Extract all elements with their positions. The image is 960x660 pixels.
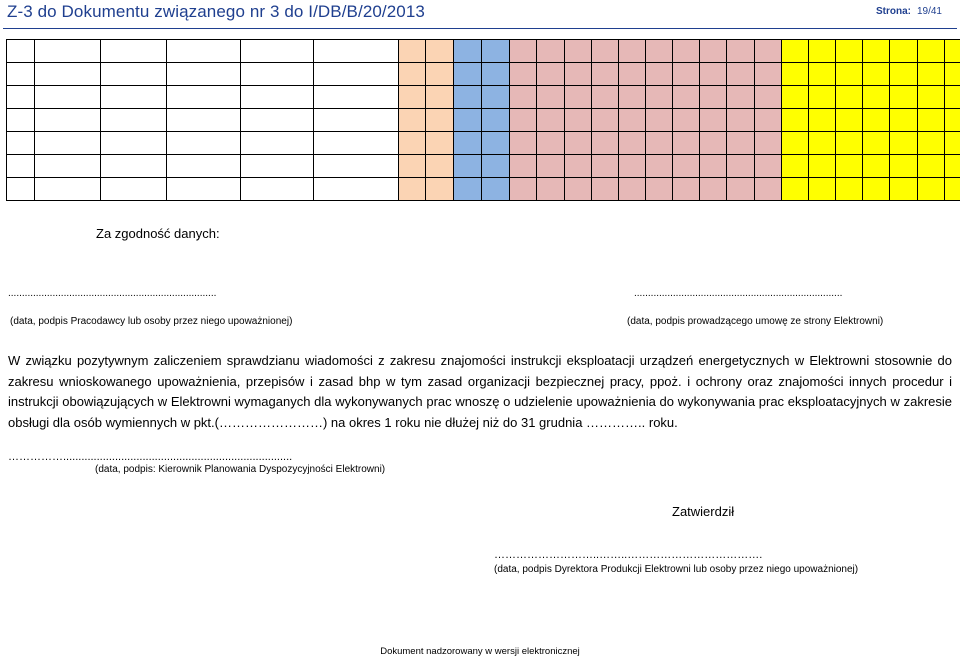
grid-cell — [619, 109, 646, 132]
grid-cell — [945, 63, 960, 86]
grid-cell — [537, 178, 565, 201]
grid-cell — [510, 63, 537, 86]
grid-cell — [755, 155, 782, 178]
grid-cell — [35, 178, 101, 201]
grid-cell — [619, 40, 646, 63]
grid-cell — [945, 178, 960, 201]
grid-cell — [727, 132, 755, 155]
grid-cell — [782, 63, 809, 86]
grid-cell — [314, 178, 399, 201]
grid-cell — [727, 155, 755, 178]
document-title: Z-3 do Dokumentu związanego nr 3 do I/DB/B/20/2013 — [7, 2, 425, 21]
grid-cell — [482, 63, 510, 86]
grid-cell — [241, 40, 314, 63]
grid-cell — [592, 109, 619, 132]
grid-cell — [241, 155, 314, 178]
grid-cell — [314, 86, 399, 109]
grid-cell — [727, 178, 755, 201]
grid-cell — [918, 132, 945, 155]
grid-cell — [755, 40, 782, 63]
grid-cell — [700, 63, 727, 86]
approval-label: Zatwierdził — [672, 504, 735, 519]
grid-cell — [314, 109, 399, 132]
planning-manager-signature-line: ……………........................................................................... — [8, 451, 293, 463]
grid-cell — [314, 132, 399, 155]
grid-cell — [945, 40, 960, 63]
grid-cell — [454, 178, 482, 201]
grid-cell — [454, 132, 482, 155]
planning-manager-signature-caption: (data, podpis: Kierownik Planowania Dyspozycyjności Elektrowni) — [95, 464, 386, 475]
grid-cell — [619, 132, 646, 155]
grid-cell — [454, 40, 482, 63]
grid-cell — [809, 155, 836, 178]
grid-cell — [646, 40, 673, 63]
grid-cell — [565, 109, 592, 132]
grid-cell — [241, 109, 314, 132]
grid-cell — [7, 86, 35, 109]
grid-cell — [399, 155, 426, 178]
grid-cell — [782, 86, 809, 109]
grid-cell — [167, 109, 241, 132]
grid-cell — [836, 109, 863, 132]
grid-cell — [167, 63, 241, 86]
grid-cell — [592, 132, 619, 155]
grid-cell — [782, 109, 809, 132]
director-signature-line: ………………………..……..………………………………. — [494, 549, 763, 561]
grid-cell — [646, 132, 673, 155]
grid-cell — [537, 86, 565, 109]
grid-cell — [454, 155, 482, 178]
grid-cell — [482, 86, 510, 109]
grid-row — [7, 86, 960, 109]
grid-row — [7, 178, 960, 201]
grid-cell — [727, 86, 755, 109]
grid-cell — [537, 132, 565, 155]
grid-cell — [782, 178, 809, 201]
grid-cell — [755, 178, 782, 201]
grid-cell — [592, 178, 619, 201]
grid-cell — [809, 86, 836, 109]
grid-cell — [809, 109, 836, 132]
grid-cell — [700, 40, 727, 63]
grid-cell — [101, 155, 167, 178]
grid-cell — [454, 63, 482, 86]
grid-cell — [399, 63, 426, 86]
grid-cell — [863, 40, 890, 63]
grid-cell — [565, 132, 592, 155]
header-divider — [3, 28, 957, 29]
grid-cell — [945, 155, 960, 178]
grid-cell — [101, 40, 167, 63]
grid-cell — [700, 178, 727, 201]
grid-cell — [101, 86, 167, 109]
grid-cell — [673, 86, 700, 109]
grid-cell — [510, 40, 537, 63]
grid-cell — [673, 155, 700, 178]
grid-cell — [945, 86, 960, 109]
grid-cell — [7, 132, 35, 155]
grid-cell — [35, 63, 101, 86]
grid-row — [7, 132, 960, 155]
grid-cell — [35, 40, 101, 63]
grid-cell — [863, 109, 890, 132]
grid-cell — [565, 155, 592, 178]
grid-cell — [646, 86, 673, 109]
grid-cell — [592, 86, 619, 109]
employer-signature-caption: (data, podpis Pracodawcy lub osoby przez niego upoważnionej) — [10, 316, 293, 327]
grid-cell — [918, 63, 945, 86]
grid-row — [7, 155, 960, 178]
grid-cell — [727, 109, 755, 132]
grid-cell — [673, 132, 700, 155]
grid-cell — [918, 155, 945, 178]
grid-cell — [836, 178, 863, 201]
page-number: 19/41 — [916, 6, 942, 17]
authorization-paragraph: W związku pozytywnym zaliczeniem sprawdzianu wiadomości z zakresu znajomości instrukcji eksploatacji urządzeń energetycznych w Elektrowni stosownie do zakresu wnioskowanego upoważnienia, przepisów i zasad bhp w tym zasad organizacji bezpiecznej pracy, ppoż. i ochrony oraz znajomości innych procedur i instrukcji obowiązujących w Elektrowni wymaganych dla wykonywanych prac wnoszę o udzielenie upoważnienia do wykonywania prac eksploatacyjnych w zakresie obsługi dla osób wymiennych w pkt.(……………………) na okres 1 roku nie dłużej niż do 31 grudnia ………….. roku. — [8, 353, 952, 430]
grid-cell — [35, 155, 101, 178]
grid-cell — [836, 155, 863, 178]
grid-cell — [314, 63, 399, 86]
conformity-label: Za zgodność danych: — [96, 226, 220, 241]
grid-cell — [426, 178, 454, 201]
grid-cell — [454, 109, 482, 132]
grid-cell — [646, 109, 673, 132]
grid-cell — [314, 40, 399, 63]
grid-cell — [101, 63, 167, 86]
grid-cell — [565, 178, 592, 201]
grid-cell — [863, 155, 890, 178]
grid-cell — [167, 40, 241, 63]
grid-cell — [836, 63, 863, 86]
grid-cell — [727, 40, 755, 63]
grid-row — [7, 63, 960, 86]
grid-cell — [314, 155, 399, 178]
grid-cell — [945, 132, 960, 155]
grid-cell — [592, 40, 619, 63]
grid-cell — [101, 109, 167, 132]
grid-cell — [241, 178, 314, 201]
grid-cell — [565, 86, 592, 109]
grid-cell — [167, 86, 241, 109]
grid-row — [7, 40, 960, 63]
grid-cell — [890, 155, 918, 178]
schedule-grid — [6, 39, 960, 201]
grid-cell — [700, 109, 727, 132]
grid-cell — [727, 63, 755, 86]
grid-cell — [399, 178, 426, 201]
grid-cell — [167, 132, 241, 155]
grid-cell — [755, 109, 782, 132]
footer-note: Dokument nadzorowany w wersji elektronicznej — [380, 646, 580, 657]
grid-cell — [482, 178, 510, 201]
grid-cell — [755, 63, 782, 86]
grid-cell — [101, 178, 167, 201]
grid-cell — [510, 132, 537, 155]
grid-cell — [673, 178, 700, 201]
grid-cell — [510, 86, 537, 109]
employer-signature-line: ........................................................................... — [8, 288, 217, 299]
grid-cell — [673, 40, 700, 63]
grid-cell — [646, 63, 673, 86]
grid-cell — [836, 132, 863, 155]
grid-cell — [399, 40, 426, 63]
grid-cell — [35, 109, 101, 132]
grid-cell — [592, 155, 619, 178]
grid-cell — [482, 109, 510, 132]
grid-cell — [918, 178, 945, 201]
grid-cell — [863, 86, 890, 109]
grid-cell — [167, 178, 241, 201]
grid-cell — [482, 132, 510, 155]
grid-cell — [646, 178, 673, 201]
grid-cell — [700, 155, 727, 178]
grid-cell — [7, 40, 35, 63]
grid-cell — [426, 86, 454, 109]
grid-cell — [809, 178, 836, 201]
grid-cell — [782, 40, 809, 63]
grid-cell — [565, 40, 592, 63]
grid-cell — [241, 63, 314, 86]
grid-cell — [7, 155, 35, 178]
grid-cell — [619, 178, 646, 201]
grid-cell — [537, 155, 565, 178]
grid-cell — [918, 86, 945, 109]
grid-cell — [836, 40, 863, 63]
director-signature-caption: (data, podpis Dyrektora Produkcji Elektrowni lub osoby przez niego upoważnionej) — [494, 564, 859, 575]
grid-cell — [836, 86, 863, 109]
grid-cell — [482, 40, 510, 63]
grid-cell — [890, 63, 918, 86]
grid-cell — [426, 40, 454, 63]
grid-cell — [619, 86, 646, 109]
grid-cell — [673, 109, 700, 132]
page-label: Strona: — [875, 6, 911, 17]
grid-cell — [700, 86, 727, 109]
grid-cell — [7, 178, 35, 201]
contract-manager-signature-line: ........................................................................... — [634, 288, 843, 299]
grid-cell — [35, 132, 101, 155]
grid-cell — [782, 155, 809, 178]
grid-cell — [890, 86, 918, 109]
grid-cell — [510, 109, 537, 132]
grid-cell — [890, 178, 918, 201]
grid-row — [7, 109, 960, 132]
grid-cell — [809, 63, 836, 86]
grid-cell — [241, 132, 314, 155]
grid-cell — [399, 132, 426, 155]
grid-cell — [7, 109, 35, 132]
grid-cell — [918, 40, 945, 63]
grid-cell — [426, 132, 454, 155]
grid-cell — [863, 132, 890, 155]
grid-cell — [890, 40, 918, 63]
grid-cell — [592, 63, 619, 86]
page-indicator — [876, 6, 942, 17]
grid-cell — [35, 86, 101, 109]
grid-cell — [426, 109, 454, 132]
grid-cell — [399, 86, 426, 109]
grid-cell — [782, 132, 809, 155]
grid-cell — [809, 132, 836, 155]
grid-cell — [890, 109, 918, 132]
grid-cell — [619, 63, 646, 86]
contract-manager-signature-caption: (data, podpis prowadzącego umowę ze strony Elektrowni) — [627, 316, 884, 327]
grid-cell — [565, 63, 592, 86]
grid-cell — [918, 109, 945, 132]
grid-cell — [426, 63, 454, 86]
grid-cell — [809, 40, 836, 63]
grid-cell — [755, 86, 782, 109]
grid-cell — [700, 132, 727, 155]
grid-cell — [646, 155, 673, 178]
grid-cell — [673, 63, 700, 86]
grid-cell — [510, 178, 537, 201]
grid-cell — [426, 155, 454, 178]
grid-cell — [454, 86, 482, 109]
grid-cell — [863, 63, 890, 86]
grid-cell — [863, 178, 890, 201]
grid-cell — [399, 109, 426, 132]
grid-cell — [510, 155, 537, 178]
grid-cell — [537, 109, 565, 132]
grid-cell — [537, 63, 565, 86]
grid-cell — [890, 132, 918, 155]
grid-cell — [7, 63, 35, 86]
grid-cell — [167, 155, 241, 178]
grid-cell — [619, 155, 646, 178]
grid-cell — [537, 40, 565, 63]
grid-cell — [945, 109, 960, 132]
grid-cell — [241, 86, 314, 109]
grid-cell — [755, 132, 782, 155]
grid-cell — [101, 132, 167, 155]
grid-cell — [482, 155, 510, 178]
